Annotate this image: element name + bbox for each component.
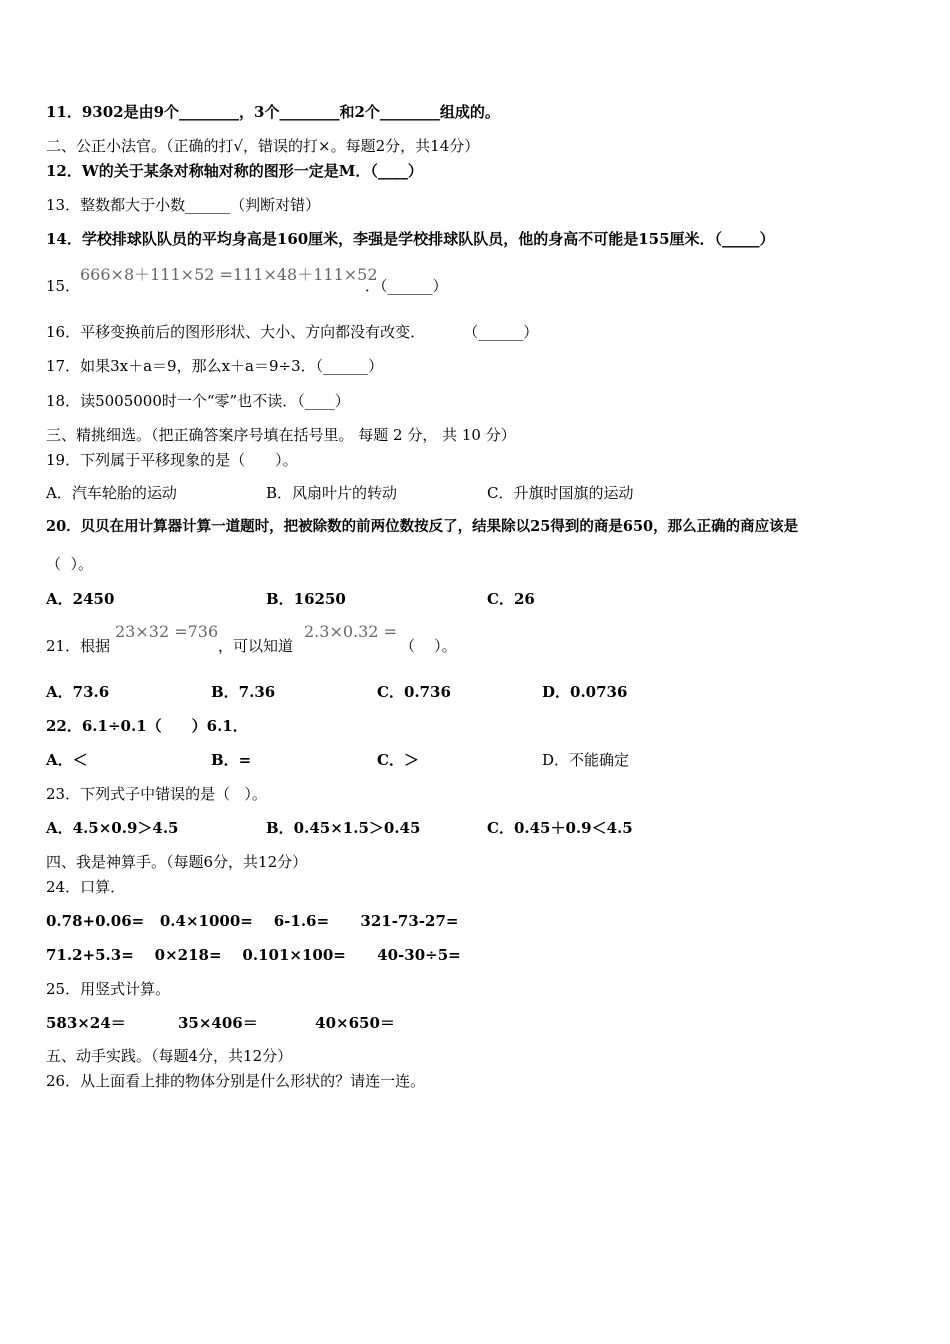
q23-option-c: C．0.45＋0.9＜4.5 bbox=[487, 819, 633, 837]
q26: 26．从上面看上排的物体分别是什么形状的？请连一连。 bbox=[46, 1072, 426, 1090]
q19-option-b: B．风扇叶片的转动 bbox=[266, 484, 398, 502]
q16: 16．平移变换前后的图形形状、大小、方向都没有改变． （______） bbox=[46, 323, 539, 341]
section-5-heading: 五、动手实践。（每题4分，共12分） bbox=[46, 1047, 293, 1065]
q20-option-a: A．2450 bbox=[46, 590, 115, 608]
q19-stem: 19．下列属于平移现象的是（ ）。 bbox=[46, 451, 298, 469]
q25-row: 583×24＝ 35×406＝ 40×650＝ bbox=[46, 1014, 395, 1032]
q21-option-b: B．7.36 bbox=[211, 683, 276, 701]
q22-option-d: D．不能确定 bbox=[542, 751, 630, 769]
q21-option-a: A．73.6 bbox=[46, 683, 110, 701]
q24-row-1: 0.78+0.06= 0.4×1000= 6-1.6= 321-73-27= bbox=[46, 912, 459, 930]
q13: 13．整数都大于小数______（判断对错） bbox=[46, 196, 321, 214]
q22-stem: 22．6.1÷0.1（ ）6.1． bbox=[46, 717, 248, 735]
q19-option-c: C．升旗时国旗的运动 bbox=[487, 484, 634, 502]
q21-formula-2: 2.3×0.32 = bbox=[304, 622, 397, 641]
q21-tail: （ ）。 bbox=[400, 637, 457, 655]
q15-tail: ．（______） bbox=[365, 277, 448, 295]
q23-option-b: B．0.45×1.5＞0.45 bbox=[266, 819, 421, 837]
section-4-heading: 四、我是神算手。（每题6分，共12分） bbox=[46, 853, 308, 871]
q19-option-a: A．汽车轮胎的运动 bbox=[46, 484, 177, 502]
q15-number: 15． bbox=[46, 277, 81, 295]
section-2-heading: 二、公正小法官。（正确的打√，错误的打×。每题2分，共14分） bbox=[46, 137, 480, 155]
section-3-heading: 三、精挑细选。（把正确答案序号填在括号里。 每题 2 分， 共 10 分） bbox=[46, 426, 516, 444]
q15-formula: 666×8＋111×52 =111×48＋111×52 bbox=[80, 265, 378, 284]
q21-option-d: D．0.0736 bbox=[542, 683, 628, 701]
q24-stem: 24．口算． bbox=[46, 878, 126, 896]
q23-stem: 23．下列式子中错误的是（ ）。 bbox=[46, 785, 267, 803]
q22-option-c: C．＞ bbox=[377, 751, 419, 769]
q22-option-a: A．＜ bbox=[46, 751, 88, 769]
q20-option-c: C．26 bbox=[487, 590, 535, 608]
q22-option-b: B．= bbox=[211, 751, 252, 769]
q24-row-2: 71.2+5.3= 0×218= 0.101×100= 40-30÷5= bbox=[46, 946, 461, 964]
q21-prefix: 21．根据 bbox=[46, 637, 111, 655]
q21-option-c: C．0.736 bbox=[377, 683, 451, 701]
q21-middle: ，可以知道 bbox=[218, 637, 294, 655]
q23-option-a: A．4.5×0.9＞4.5 bbox=[46, 819, 179, 837]
q17: 17．如果3x＋a＝9，那么x＋a＝9÷3．（______） bbox=[46, 357, 384, 375]
q14: 14．学校排球队队员的平均身高是160厘米，李强是学校排球队队员，他的身高不可能是155厘米．（_____） bbox=[46, 230, 775, 248]
q12: 12．W的关于某条对称轴对称的图形一定是M．（____） bbox=[46, 162, 423, 180]
q20-stem-continued: （ ）。 bbox=[46, 555, 94, 573]
q20-stem: 20．贝贝在用计算器计算一道题时，把被除数的前两位数按反了，结果除以25得到的商是650，那么正确的商应该是 bbox=[46, 518, 799, 535]
q18: 18．读5005000时一个“零”也不读．（____） bbox=[46, 392, 350, 410]
q21-formula-1: 23×32 =736 bbox=[115, 622, 219, 641]
q25-stem: 25．用竖式计算。 bbox=[46, 980, 171, 998]
q20-option-b: B．16250 bbox=[266, 590, 346, 608]
q11: 11．9302是由9个________，3个________和2个________组成的。 bbox=[46, 103, 500, 121]
